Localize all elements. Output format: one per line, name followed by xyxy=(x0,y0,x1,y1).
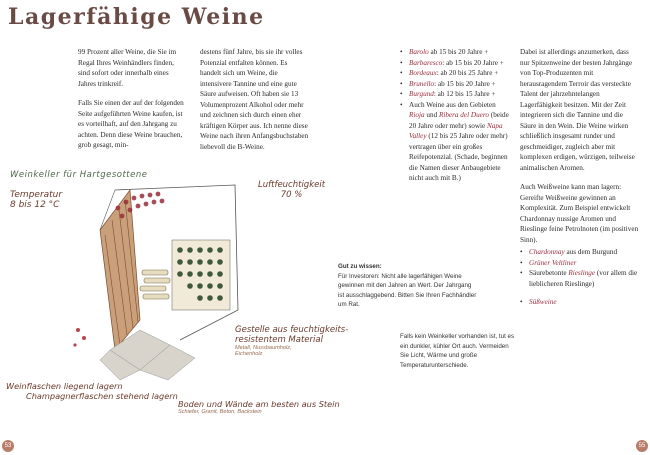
illustration-heading: Weinkeller für Hartgesottene xyxy=(10,170,148,180)
page-number-left: 53 xyxy=(2,440,14,452)
aging-list xyxy=(400,47,510,184)
paragraph: destens fünf Jahre, bis sie ihr volles Potenzial entfalten können. Es handelt sich um Weine, die intensivere Tannine und eine gute Säure aufweisen. Oft haben sie 13 Volumenprozent Alkohol oder mehr und zeichnen sich durch einen eher kräftigen Körper aus. Ich nenne diese Weine nach ihren Anfangsbuchstaben liebevoll die B-Weine. xyxy=(200,48,309,151)
list-item: • Burgund: ab 12 bis 15 Jahre + xyxy=(400,89,510,100)
text-column-3 xyxy=(400,47,510,184)
tip-body: Für Investoren: Nicht alle lagerfähigen Weine gewinnen mit den Jahren an Wert. Der Jahrgang ist ausschlaggebend. Bitten Sie Ihren Fachhändler um Rat. xyxy=(338,272,477,309)
text-column-1 xyxy=(78,47,186,160)
text-column-2 xyxy=(200,47,310,161)
lying-bottles xyxy=(140,270,170,299)
bottle-storage-label: Weinflaschen liegend lagern Champagnerflaschen stehend lagern xyxy=(6,381,178,401)
list-item: • Auch Weine aus den Gebieten Rioja und Ribera del Duero (beide 20 Jahre oder mehr) sowie Napa Valley (12 bis 25 Jahre oder mehr) vertragen über ein großes Reifepotenzial. (Schade, beginnen die Namen dieser Anbaugebiete nicht auch mit B.) xyxy=(400,100,510,184)
floor-label: Boden und Wände am besten aus Stein Schiefer, Granit, Beton, Backstein xyxy=(178,399,340,415)
list-item: • Säurebetonte Rieslinge (vor allem die lieblicheren Rieslinge) xyxy=(520,268,640,289)
white-wine-list xyxy=(520,247,640,308)
paragraph: 99 Prozent aller Weine, die Sie im Regal Ihres Weinhändlers finden, sind sofort oder innerhalb eines Jahres trinkreif. xyxy=(78,48,177,88)
humidity-label: Luftfeuchtigkeit 70 % xyxy=(258,180,326,200)
list-item: • Barolo ab 15 bis 20 Jahre + xyxy=(400,47,510,58)
shelf-label: Gestelle aus feuchtigkeits- resistentem Material Metall, Nussbaumholz, Eichenholz xyxy=(235,325,349,357)
list-item: • Barbaresco: ab 15 bis 20 Jahre + xyxy=(400,58,510,69)
paragraph: Falls Sie einen der auf der folgenden Seite aufgeführten Weine kaufen, ist es vorteilhaft, auf den Jahrgang zu achten. Denn diese Weine brauchen, grob gesagt, min- xyxy=(78,99,184,149)
temperature-label: Temperatur 8 bis 12 °C xyxy=(10,190,63,210)
tip-box xyxy=(338,262,478,310)
page-number-right: 55 xyxy=(636,440,648,452)
paragraph: Auch Weißweine kann man lagern: Gereifte Weißweine gewinnen an Komplexität. Zum Beispiel entwickelt Chardonnay nussige Aromen und Rieslinge feine Petrolnoten (im positiven Sinn). xyxy=(520,183,639,244)
red-accents xyxy=(73,328,86,347)
list-item: • Grüner Veltliner xyxy=(520,258,640,269)
text-column-4 xyxy=(520,47,640,308)
paragraph: Dabei ist allerdings anzumerken, dass nur Spitzenweine der besten Jahrgänge von Top-Produzenten mit herausragendem Terroir das versteckte Talent der jahrzehntelangen Lagerfähigkeit besitzen. Mit der Zeit integrieren sich die Tannine und die Säure in den Wein. Die Weine wirken schließlich insgesamt runder und geschmeidiger, zugleich aber mit komplexen erdigen, würzigen, teilweise animalischen Aromen. xyxy=(520,48,635,172)
page-title: Lagerfähige Weine xyxy=(8,4,265,30)
list-item: • Bordeaux: ab 20 bis 25 Jahre + xyxy=(400,68,510,79)
storage-note: Falls kein Weinkeller vorhanden ist, tut es ein dunkler, kühler Ort auch. Vermeiden Sie Licht, Wärme und große Temperaturunterschiede. xyxy=(400,333,515,369)
tip-heading: Gut zu wissen: xyxy=(338,263,382,270)
list-item: • Brunello: ab 15 bis 20 Jahre + xyxy=(400,79,510,90)
list-item: • Süßweine xyxy=(520,297,640,308)
list-item: • Chardonnay aus dem Burgund xyxy=(520,247,640,258)
